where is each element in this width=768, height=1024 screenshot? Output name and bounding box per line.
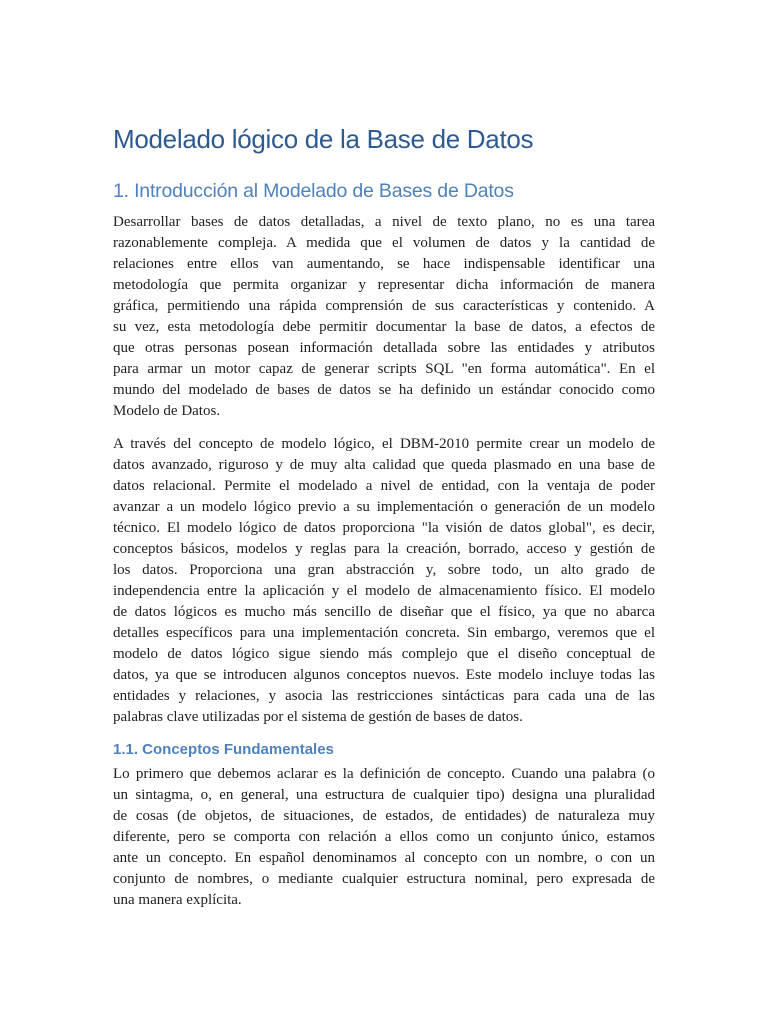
paragraph-line: independencia entre la aplicación y el modelo de almacenamiento físico. El modelo: [113, 583, 655, 599]
paragraph-line: A través del concepto de modelo lógico, el DBM-2010 permite crear un modelo de: [113, 436, 655, 452]
paragraph-line: modelo de datos lógico sigue siendo más complejo que el diseño conceptual de: [113, 646, 655, 662]
paragraph-line: una manera explícita.: [113, 892, 242, 908]
paragraph-line: su vez, esta metodología debe permitir documentar la base de datos, a efectos de: [113, 319, 655, 335]
paragraph-line: Lo primero que debemos aclarar es la definición de concepto. Cuando una palabra (o: [113, 766, 655, 782]
paragraph-line: datos avanzado, riguroso y de muy alta calidad que queda plasmado en una base de: [113, 457, 655, 473]
paragraph-line: para armar un motor capaz de generar scripts SQL "en forma automática". En el: [113, 361, 655, 377]
paragraph-line: datos, ya que se introducen algunos conceptos nuevos. Este modelo incluye todas las: [113, 667, 655, 683]
paragraph-line: de datos lógicos es mucho más sencillo de diseñar que el físico, ya que no abarca: [113, 604, 655, 620]
paragraph-line: avanzar a un modelo lógico previo a su implementación o generación de un modelo: [113, 499, 655, 515]
paragraph-line: que otras personas posean información detallada sobre las entidades y atributos: [113, 340, 655, 356]
paragraph-line: metodología que permita organizar y representar dicha información de manera: [113, 277, 655, 293]
paragraph-introduccion: [113, 212, 655, 422]
paragraph-line: conjunto de nombres, o mediante cualquier estructura nominal, pero expresada de: [113, 871, 655, 887]
paragraph-line: un sintagma, o, en general, una estructura de cualquier tipo) designa una pluralidad: [113, 787, 655, 803]
paragraph-line: mundo del modelado de bases de datos se ha definido un estándar conocido como: [113, 382, 655, 398]
paragraph-line: entidades y relaciones, y asocia las restricciones sintácticas para cada una de las: [113, 688, 655, 704]
paragraph-line: relaciones entre ellos van aumentando, se hace indispensable identificar una: [113, 256, 655, 272]
document-page: [113, 0, 655, 1024]
subsection-heading-conceptos: 1.1. Conceptos Fundamentales: [113, 741, 334, 758]
document-title: Modelado lógico de la Base de Datos: [113, 124, 534, 154]
paragraph-line: diferente, pero se comporta con relación a ellos como un conjunto único, estamos: [113, 829, 655, 845]
paragraph-line: conceptos básicos, modelos y reglas para la creación, borrado, acceso y gestión de: [113, 541, 655, 557]
paragraph-line: gráfica, permitiendo una rápida comprensión de sus características y contenido. A: [113, 298, 655, 314]
paragraph-line: palabras clave utilizadas por el sistema de gestión de bases de datos.: [113, 709, 523, 725]
paragraph-line: Desarrollar bases de datos detalladas, a nivel de texto plano, no es una tarea: [113, 214, 655, 230]
paragraph-line: los datos. Proporciona una gran abstracción y, sobre todo, un alto grado de: [113, 562, 655, 578]
paragraph-line: detalles específicos para una implementación concreta. Sin embargo, veremos que el: [113, 625, 655, 641]
paragraph-line: ante un concepto. En español denominamos al concepto con un nombre, o con un: [113, 850, 655, 866]
paragraph-line: datos relacional. Permite el modelado a nivel de entidad, con la ventaja de poder: [113, 478, 655, 494]
paragraph-line: razonablemente compleja. A medida que el volumen de datos y la cantidad de: [113, 235, 655, 251]
paragraph-line: Modelo de Datos.: [113, 403, 221, 419]
paragraph-modelo-logico: [113, 434, 655, 728]
paragraph-line: de cosas (de objetos, de situaciones, de estados, de entidades) de naturaleza muy: [113, 808, 655, 824]
section-heading-introduccion: 1. Introducción al Modelado de Bases de Datos: [113, 180, 514, 202]
paragraph-conceptos: [113, 764, 655, 911]
paragraph-line: técnico. El modelo lógico de datos proporciona "la visión de datos global", es decir,: [113, 520, 655, 536]
